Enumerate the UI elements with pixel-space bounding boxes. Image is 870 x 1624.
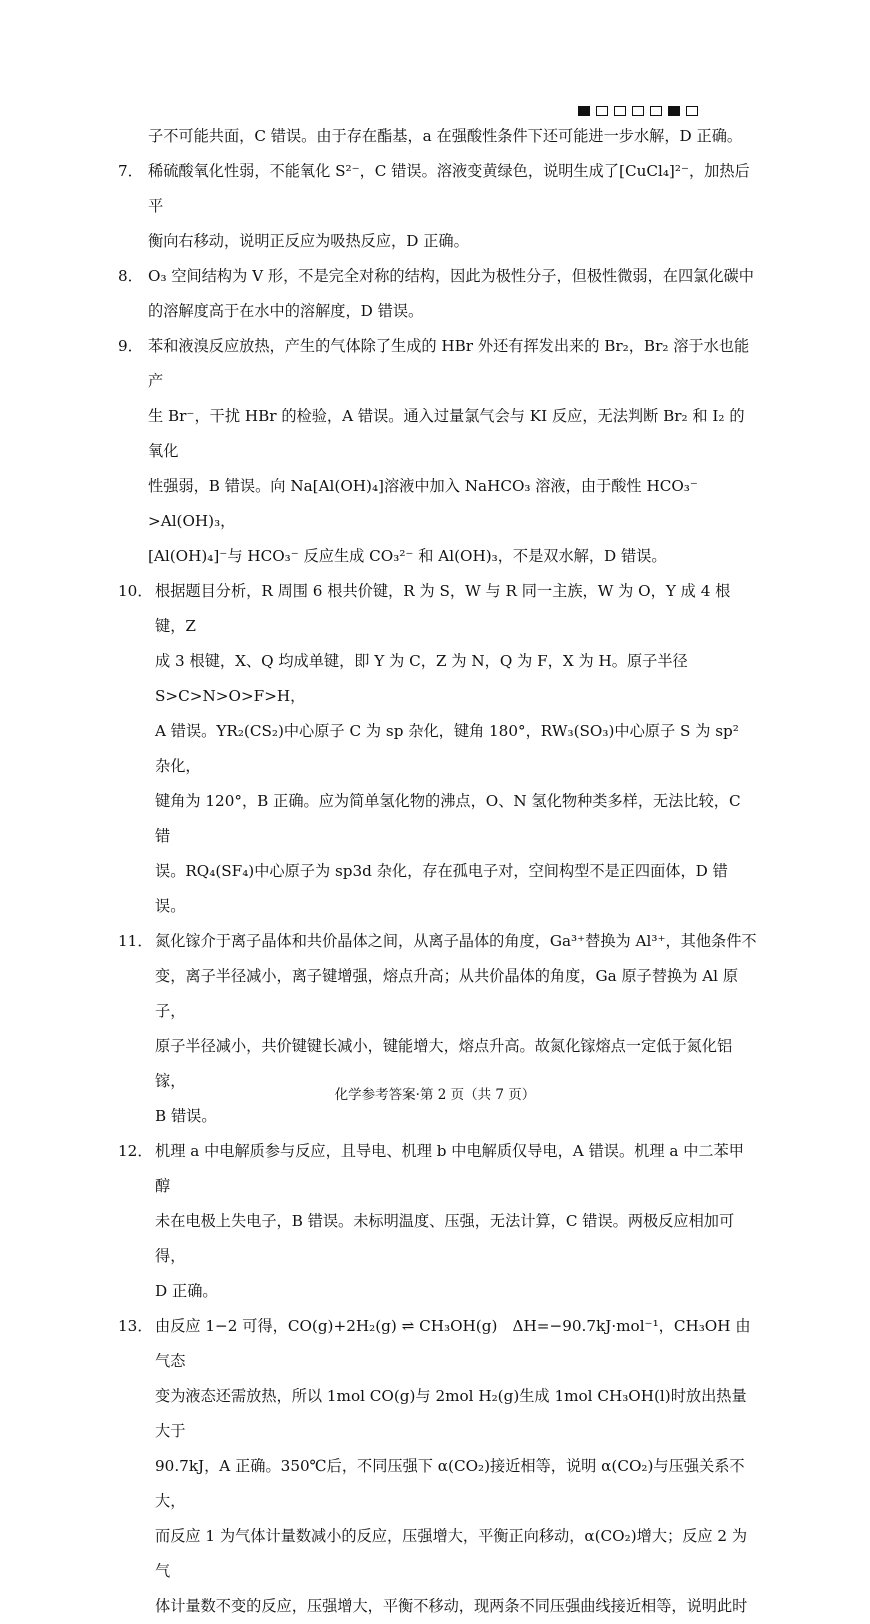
answer-item bbox=[118, 154, 758, 259]
item-line: 由反应 1−2 可得，CO(g)+2H₂(g) ⇌ CH₃OH(g) ΔH=−90.7kJ·mol⁻¹，CH₃OH 由气态 bbox=[155, 1317, 751, 1370]
item-line: 根据题目分析，R 周围 6 根共价键，R 为 S，W 与 R 同一主族，W 为 O，Y 成 4 根键，Z bbox=[155, 582, 731, 635]
item-body bbox=[148, 329, 758, 574]
item-body bbox=[148, 259, 758, 329]
item-line: 稀硫酸氧化性弱，不能氧化 S²⁻，C 错误。溶液变黄绿色，说明生成了[CuCl₄]²⁻，加热后平 bbox=[148, 162, 750, 215]
item-line: 误。RQ₄(SF₄)中心原子为 sp3d 杂化，存在孤电子对，空间构型不是正四面体，D 错误。 bbox=[155, 862, 728, 915]
item-line: 氮化镓介于离子晶体和共价晶体之间，从离子晶体的角度，Ga³⁺替换为 Al³⁺，其他条件不 bbox=[155, 932, 757, 950]
item-line: 键角为 120°，B 正确。应为简单氢化物的沸点，O、N 氢化物种类多样，无法比较，C 错 bbox=[155, 792, 741, 845]
item-line: 变为液态还需放热，所以 1mol CO(g)与 2mol H₂(g)生成 1mol CH₃OH(l)时放出热量大于 bbox=[155, 1387, 747, 1440]
item-number: 7． bbox=[118, 162, 143, 180]
item-number: 10． bbox=[118, 582, 153, 600]
answer-item bbox=[118, 574, 758, 924]
item-line: 衡向右移动，说明正反应为吸热反应，D 正确。 bbox=[148, 232, 469, 250]
answer-item bbox=[118, 1309, 758, 1624]
item-line: 90.7kJ，A 正确。350℃后，不同压强下 α(CO₂)接近相等，说明 α(CO₂)与压强关系不大， bbox=[155, 1457, 745, 1510]
page-mark-2 bbox=[596, 106, 608, 116]
item-line: 原子半径减小，共价键键长减小，键能增大，熔点升高。故氮化镓熔点一定低于氮化铝镓， bbox=[155, 1037, 733, 1090]
item-body bbox=[155, 574, 758, 924]
item-line: 的溶解度高于在水中的溶解度，D 错误。 bbox=[148, 302, 424, 320]
item-line: 成 3 根键，X、Q 均成单键，即 Y 为 C，Z 为 N，Q 为 F，X 为 H。原子半径 S>C>N>O>F>H， bbox=[155, 652, 688, 705]
page-mark-6 bbox=[668, 106, 680, 116]
item-line: [Al(OH)₄]⁻与 HCO₃⁻ 反应生成 CO₃²⁻ 和 Al(OH)₃，不是双水解，D 错误。 bbox=[148, 547, 667, 565]
item-line: D 正确。 bbox=[155, 1282, 218, 1300]
item-number: 11． bbox=[118, 932, 153, 950]
item-line: 生 Br⁻，干扰 HBr 的检验，A 错误。通入过量氯气会与 KI 反应，无法判断 Br₂ 和 I₂ 的氧化 bbox=[148, 407, 745, 460]
answer-explanations bbox=[118, 119, 758, 1624]
item-line: 性强弱，B 错误。向 Na[Al(OH)₄]溶液中加入 NaHCO₃ 溶液，由于酸性 HCO₃⁻ >Al(OH)₃， bbox=[148, 477, 698, 530]
item-number: 13． bbox=[118, 1317, 153, 1335]
answer-items bbox=[118, 154, 758, 1624]
answer-item bbox=[118, 1134, 758, 1309]
item-number: 8． bbox=[118, 267, 143, 285]
item-line: 体计量数不变的反应，压强增大，平衡不移动，现两条不同压强曲线接近相等，说明此时 bbox=[155, 1597, 748, 1615]
item-line: 机理 a 中电解质参与反应，且导电、机理 b 中电解质仅导电，A 错误。机理 a 中二苯甲醇 bbox=[155, 1142, 744, 1195]
item-line: 变，离子半径减小，离子键增强，熔点升高；从共价晶体的角度，Ga 原子替换为 Al 原子， bbox=[155, 967, 739, 1020]
page-mark-4 bbox=[632, 106, 644, 116]
page-mark-7 bbox=[686, 106, 698, 116]
item-line: A 错误。YR₂(CS₂)中心原子 C 为 sp 杂化，键角 180°，RW₃(SO₃)中心原子 S 为 sp² 杂化， bbox=[155, 722, 739, 775]
page-mark-1 bbox=[578, 106, 590, 116]
answer-item bbox=[118, 259, 758, 329]
item-line: 而反应 1 为气体计量数减小的反应，压强增大，平衡正向移动，α(CO₂)增大；反应 2 为气 bbox=[155, 1527, 748, 1580]
page-position-marks bbox=[578, 106, 698, 116]
item-line: O₃ 空间结构为 V 形，不是完全对称的结构，因此为极性分子，但极性微弱，在四氯化碳中 bbox=[148, 267, 754, 285]
page-mark-5 bbox=[650, 106, 662, 116]
item-line: B 错误。 bbox=[155, 1107, 217, 1125]
item-body bbox=[148, 154, 758, 259]
page-footer: 化学参考答案·第 2 页（共 7 页） bbox=[334, 1087, 536, 1103]
continued-text: 子不可能共面，C 错误。由于存在酯基，a 在强酸性条件下还可能进一步水解，D 正确。 bbox=[148, 127, 743, 145]
item-body bbox=[155, 1134, 758, 1309]
item-line: 未在电极上失电子，B 错误。未标明温度、压强，无法计算，C 错误。两极反应相加可得， bbox=[155, 1212, 735, 1265]
answer-item bbox=[118, 329, 758, 574]
item-number: 9． bbox=[118, 337, 143, 355]
page-mark-3 bbox=[614, 106, 626, 116]
item-number: 12． bbox=[118, 1142, 153, 1160]
item-body bbox=[155, 1309, 758, 1624]
item-line: 苯和液溴反应放热，产生的气体除了生成的 HBr 外还有挥发出来的 Br₂，Br₂ 溶于水也能产 bbox=[148, 337, 750, 390]
